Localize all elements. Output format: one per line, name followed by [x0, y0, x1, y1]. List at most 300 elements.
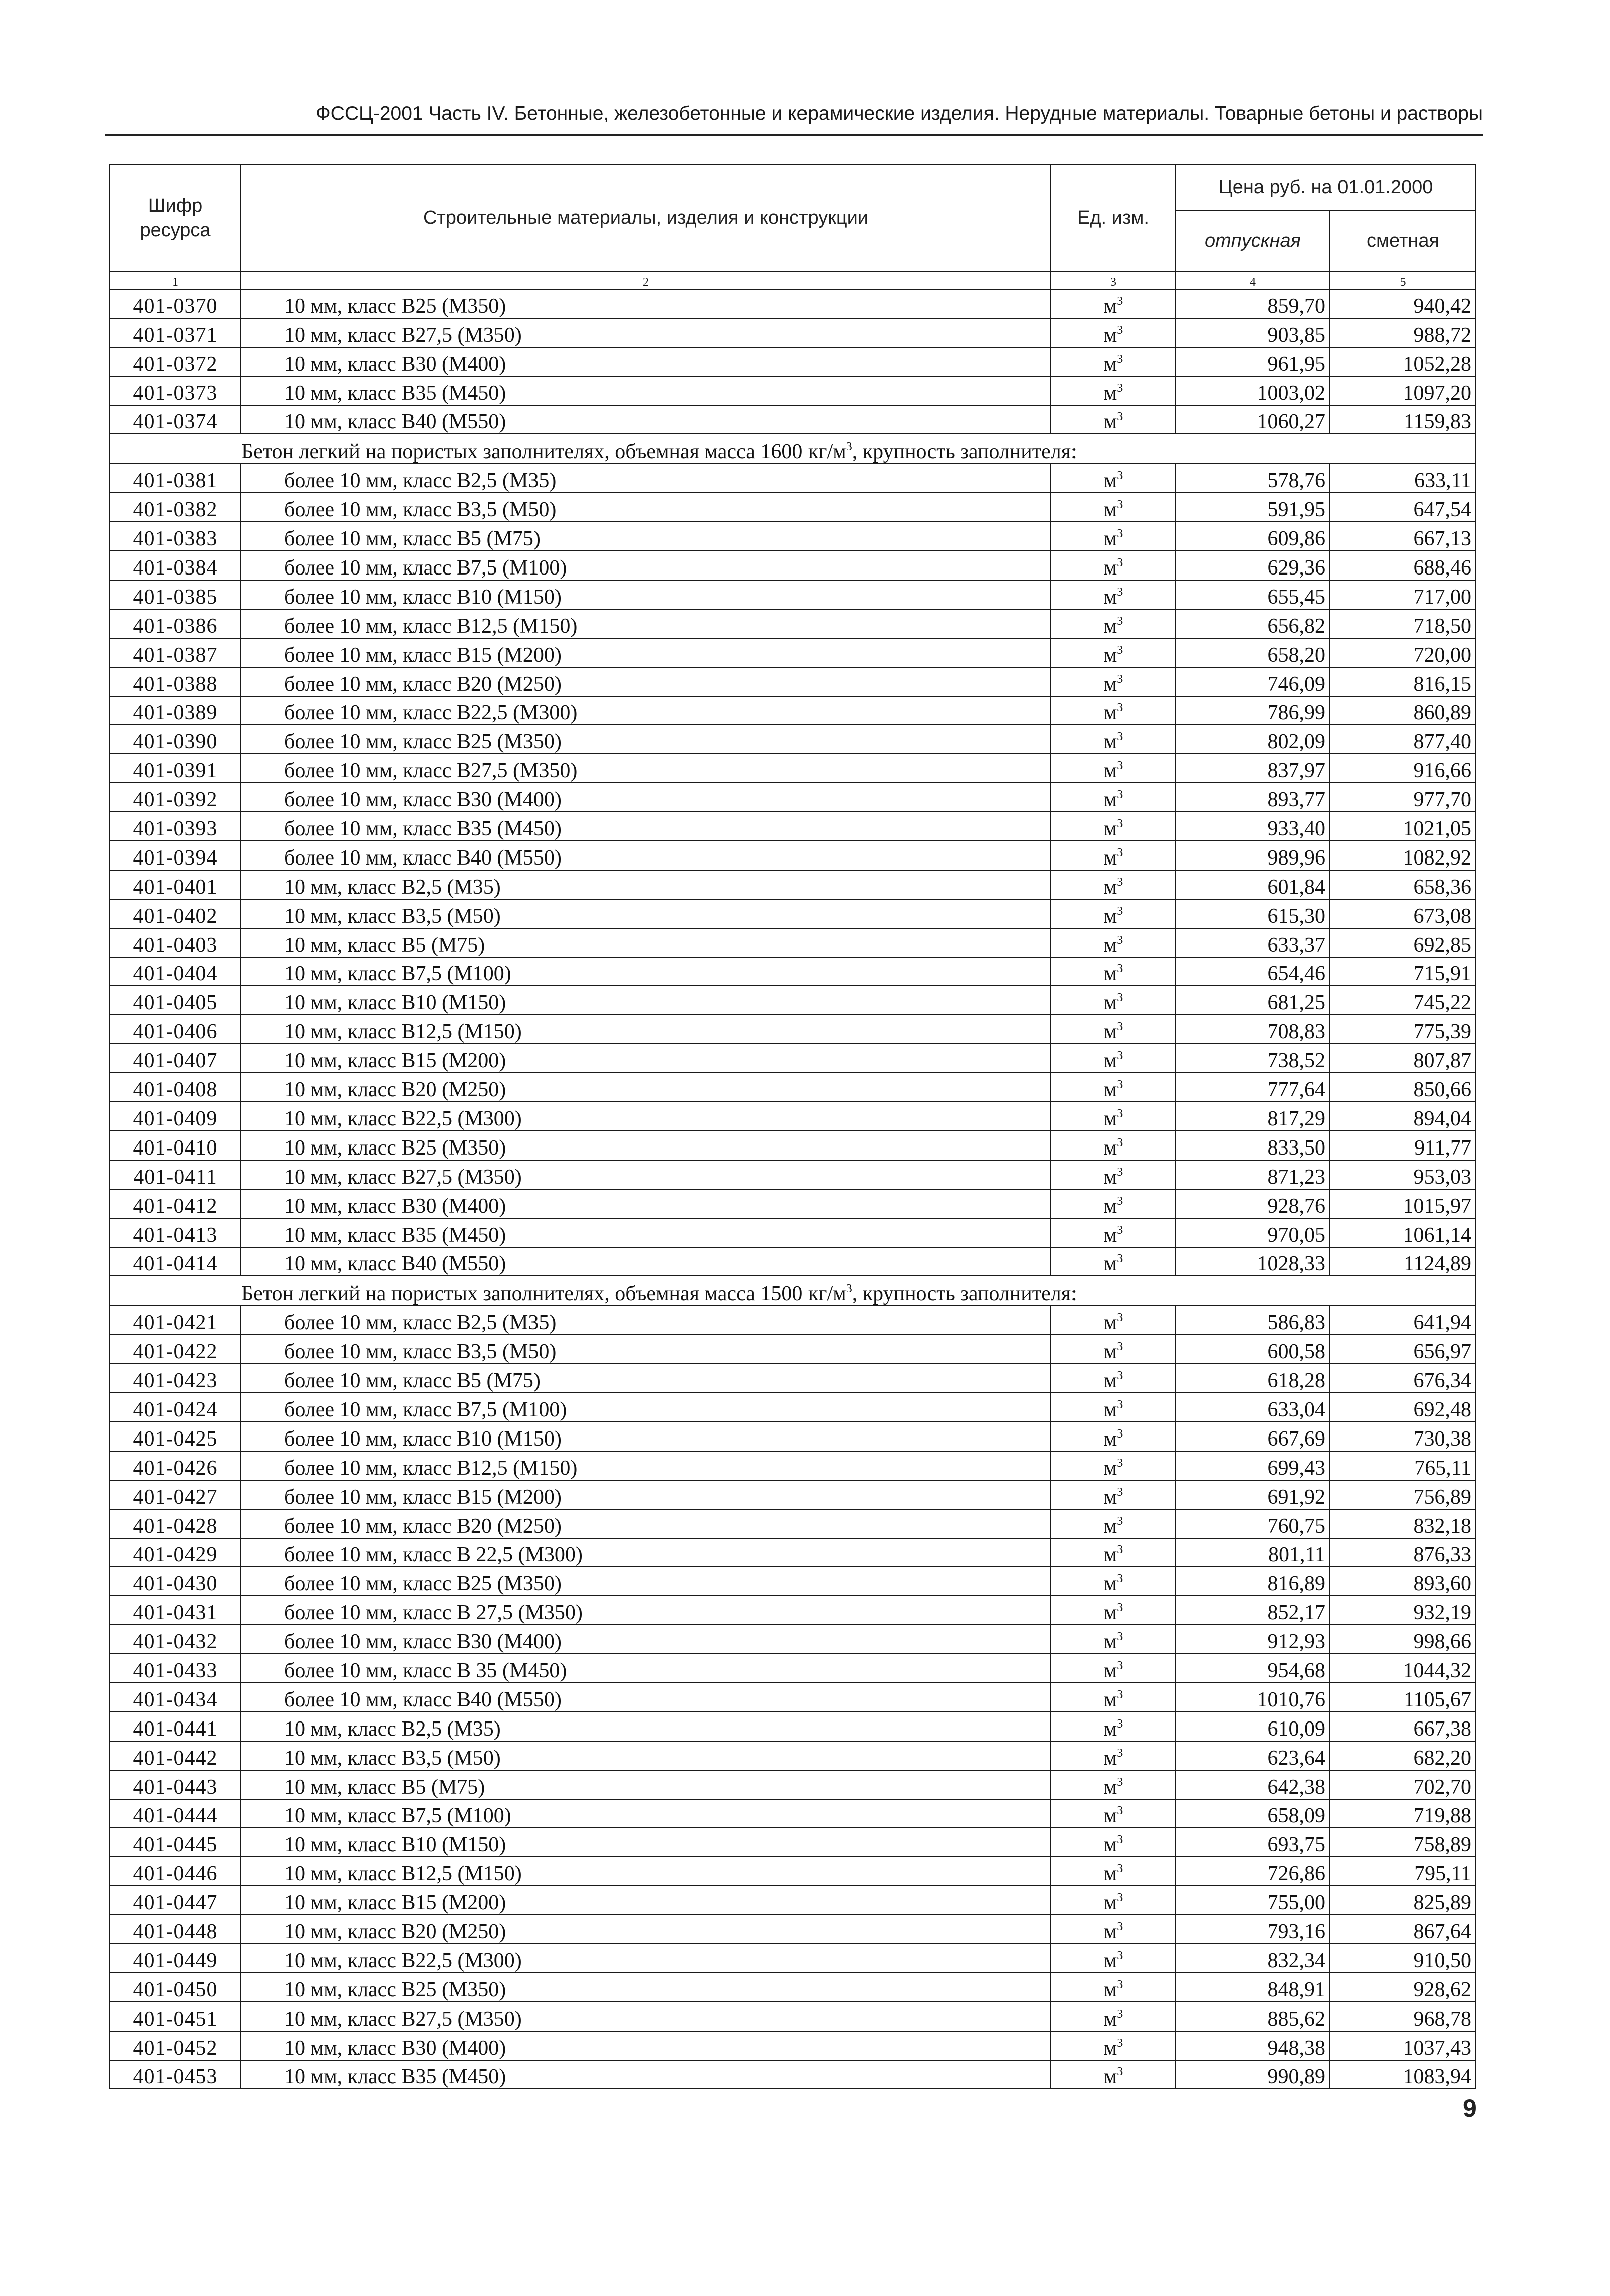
- table-row: [110, 2060, 1476, 2089]
- estimate-price-cell: 877,40: [1330, 725, 1476, 754]
- unit-exponent: 3: [1117, 875, 1123, 889]
- unit-exponent: 3: [1117, 1311, 1123, 1325]
- unit-cell: [1050, 1102, 1176, 1131]
- estimate-price-cell: 633,11: [1330, 464, 1476, 493]
- unit-cell: [1050, 493, 1176, 522]
- release-price-cell: 871,23: [1176, 1160, 1330, 1189]
- table-row: [110, 609, 1476, 638]
- resource-code-cell: 401-0427: [110, 1480, 241, 1509]
- resource-code-cell: 401-0429: [110, 1538, 241, 1567]
- material-name-cell: 10 мм, класс В2,5 (М35): [241, 870, 1050, 899]
- table-row: [110, 1073, 1476, 1102]
- resource-code-cell: 401-0432: [110, 1625, 241, 1654]
- release-price-cell: 989,96: [1176, 841, 1330, 870]
- material-name-cell: более 10 мм, класс В40 (М550): [241, 841, 1050, 870]
- release-price-cell: 970,05: [1176, 1218, 1330, 1247]
- release-price-cell: 681,25: [1176, 986, 1330, 1015]
- unit-cell: [1050, 580, 1176, 609]
- estimate-price-cell: 1052,28: [1330, 347, 1476, 376]
- resource-code-cell: 401-0409: [110, 1102, 241, 1131]
- estimate-price-cell: 1105,67: [1330, 1683, 1476, 1712]
- release-price-cell: 633,04: [1176, 1393, 1330, 1422]
- material-name-cell: более 10 мм, класс В20 (М250): [241, 1509, 1050, 1538]
- material-name-cell: 10 мм, класс В35 (М450): [241, 2060, 1050, 2089]
- estimate-price-cell: 1037,43: [1330, 2031, 1476, 2060]
- release-price-cell: 656,82: [1176, 609, 1330, 638]
- unit-exponent: 3: [1117, 759, 1123, 773]
- table-row: [110, 1131, 1476, 1160]
- table-row: [110, 347, 1476, 376]
- unit-cell: [1050, 1335, 1176, 1364]
- unit-cell: [1050, 2002, 1176, 2031]
- table-row: [110, 1683, 1476, 1712]
- unit-exponent: 3: [1117, 1659, 1123, 1672]
- resource-code-cell: 401-0393: [110, 812, 241, 841]
- section-title-exponent: 3: [846, 440, 852, 454]
- table-row: [110, 812, 1476, 841]
- resource-code-cell: 401-0446: [110, 1857, 241, 1886]
- column-number: 5: [1330, 272, 1476, 289]
- unit-cell: [1050, 1973, 1176, 2002]
- resource-code-cell: 401-0444: [110, 1799, 241, 1828]
- section-title-row: [110, 434, 1476, 464]
- estimate-price-cell: 1015,97: [1330, 1189, 1476, 1218]
- unit-exponent: 3: [1117, 643, 1123, 657]
- unit-text: м: [1103, 1398, 1117, 1421]
- material-name-cell: 10 мм, класс В25 (М350): [241, 1131, 1050, 1160]
- resource-code-cell: 401-0405: [110, 986, 241, 1015]
- material-name-cell: 10 мм, класс В25 (М350): [241, 1973, 1050, 2002]
- unit-text: м: [1103, 294, 1117, 318]
- release-price-cell: 760,75: [1176, 1509, 1330, 1538]
- section-title-suffix: , крупность заполнителя:: [852, 440, 1077, 464]
- unit-text: м: [1103, 1978, 1117, 2001]
- unit-exponent: 3: [1117, 1020, 1123, 1034]
- material-name-cell: более 10 мм, класс В 27,5 (М350): [241, 1596, 1050, 1625]
- table-row: [110, 289, 1476, 318]
- unit-cell: [1050, 1741, 1176, 1770]
- material-name-cell: более 10 мм, класс В 22,5 (М300): [241, 1538, 1050, 1567]
- unit-text: м: [1103, 1223, 1117, 1247]
- resource-code-cell: 401-0431: [110, 1596, 241, 1625]
- estimate-price-cell: 876,33: [1330, 1538, 1476, 1567]
- unit-exponent: 3: [1117, 1078, 1123, 1092]
- unit-cell: [1050, 1451, 1176, 1480]
- material-name-cell: 10 мм, класс В5 (М75): [241, 928, 1050, 957]
- unit-exponent: 3: [1117, 1049, 1123, 1063]
- column-number: 4: [1176, 272, 1330, 289]
- estimate-price-cell: 667,38: [1330, 1712, 1476, 1741]
- material-name-cell: более 10 мм, класс В15 (М200): [241, 1480, 1050, 1509]
- resource-code-cell: 401-0372: [110, 347, 241, 376]
- unit-exponent: 3: [1117, 730, 1123, 744]
- table-row: [110, 1393, 1476, 1422]
- unit-text: м: [1103, 1194, 1117, 1218]
- unit-text: м: [1103, 1369, 1117, 1393]
- table-row: [110, 1596, 1476, 1625]
- unit-cell: [1050, 1044, 1176, 1073]
- resource-code-cell: 401-0382: [110, 493, 241, 522]
- unit-exponent: 3: [1117, 1398, 1123, 1411]
- unit-text: м: [1103, 788, 1117, 812]
- material-name-cell: более 10 мм, класс В30 (М400): [241, 1625, 1050, 1654]
- resource-code-cell: 401-0450: [110, 1973, 241, 2002]
- unit-cell: [1050, 754, 1176, 783]
- unit-exponent: 3: [1117, 2065, 1123, 2079]
- estimate-price-cell: 720,00: [1330, 638, 1476, 667]
- material-name-cell: 10 мм, класс В3,5 (М50): [241, 899, 1050, 928]
- unit-exponent: 3: [1117, 469, 1123, 483]
- material-name-cell: более 10 мм, класс В12,5 (М150): [241, 1451, 1050, 1480]
- table-row: [110, 1247, 1476, 1276]
- resource-code-cell: 401-0448: [110, 1915, 241, 1944]
- unit-exponent: 3: [1117, 1920, 1123, 1933]
- resource-code-cell: 401-0401: [110, 870, 241, 899]
- table-row: [110, 1480, 1476, 1509]
- release-price-cell: 708,83: [1176, 1015, 1330, 1044]
- resource-code-cell: 401-0373: [110, 376, 241, 405]
- material-name-cell: 10 мм, класс В22,5 (М300): [241, 1944, 1050, 1973]
- unit-text: м: [1103, 410, 1117, 434]
- estimate-price-cell: 916,66: [1330, 754, 1476, 783]
- unit-text: м: [1103, 1427, 1117, 1451]
- col-header-name: Строительные материалы, изделия и конструкции: [241, 165, 1050, 272]
- unit-cell: [1050, 638, 1176, 667]
- unit-text: м: [1103, 2065, 1117, 2089]
- unit-cell: [1050, 1247, 1176, 1276]
- release-price-cell: 615,30: [1176, 899, 1330, 928]
- material-name-cell: более 10 мм, класс В5 (М75): [241, 1364, 1050, 1393]
- estimate-price-cell: 1082,92: [1330, 841, 1476, 870]
- table-row: [110, 870, 1476, 899]
- price-table: [109, 164, 1476, 2089]
- resource-code-cell: 401-0392: [110, 783, 241, 812]
- unit-exponent: 3: [1117, 962, 1123, 976]
- material-name-cell: более 10 мм, класс В27,5 (М350): [241, 754, 1050, 783]
- unit-text: м: [1103, 1920, 1117, 1943]
- unit-text: м: [1103, 1659, 1117, 1682]
- unit-text: м: [1103, 643, 1117, 667]
- table-row: [110, 1306, 1476, 1335]
- material-name-cell: 10 мм, класс В5 (М75): [241, 1770, 1050, 1799]
- estimate-price-cell: 832,18: [1330, 1509, 1476, 1538]
- resource-code-cell: 401-0430: [110, 1567, 241, 1596]
- resource-code-cell: 401-0387: [110, 638, 241, 667]
- unit-text: м: [1103, 1630, 1117, 1654]
- section-title-text: Бетон легкий на пористых заполнителях, объемная масса 1600 кг/м: [241, 440, 846, 464]
- table-row: [110, 1828, 1476, 1857]
- unit-cell: [1050, 318, 1176, 347]
- estimate-price-cell: 1021,05: [1330, 812, 1476, 841]
- table-row: [110, 957, 1476, 986]
- estimate-price-cell: 910,50: [1330, 1944, 1476, 1973]
- unit-exponent: 3: [1117, 1369, 1123, 1383]
- estimate-price-cell: 717,00: [1330, 580, 1476, 609]
- table-row: [110, 928, 1476, 957]
- estimate-price-cell: 692,85: [1330, 928, 1476, 957]
- table-row: [110, 1364, 1476, 1393]
- unit-exponent: 3: [1117, 1601, 1123, 1615]
- table-row: [110, 725, 1476, 754]
- unit-cell: [1050, 986, 1176, 1015]
- unit-cell: [1050, 812, 1176, 841]
- unit-cell: [1050, 1015, 1176, 1044]
- table-head: [110, 165, 1476, 289]
- unit-exponent: 3: [1117, 1804, 1123, 1818]
- release-price-cell: 817,29: [1176, 1102, 1330, 1131]
- table-row: [110, 1741, 1476, 1770]
- unit-text: м: [1103, 1688, 1117, 1711]
- unit-text: м: [1103, 352, 1117, 376]
- release-price-cell: 954,68: [1176, 1654, 1330, 1683]
- table-row: [110, 2002, 1476, 2031]
- unit-text: м: [1103, 556, 1117, 580]
- resource-code-cell: 401-0411: [110, 1160, 241, 1189]
- material-name-cell: более 10 мм, класс В10 (М150): [241, 580, 1050, 609]
- unit-exponent: 3: [1117, 701, 1123, 715]
- table-row: [110, 405, 1476, 434]
- unit-exponent: 3: [1117, 1978, 1123, 1991]
- unit-text: м: [1103, 1514, 1117, 1538]
- estimate-price-cell: 894,04: [1330, 1102, 1476, 1131]
- estimate-price-cell: 1124,89: [1330, 1247, 1476, 1276]
- col-header-price-group: Цена руб. на 01.01.2000: [1176, 165, 1476, 211]
- release-price-cell: 591,95: [1176, 493, 1330, 522]
- header-rule: [105, 134, 1483, 136]
- release-price-cell: 833,50: [1176, 1131, 1330, 1160]
- resource-code-cell: 401-0421: [110, 1306, 241, 1335]
- material-name-cell: более 10 мм, класс В7,5 (М100): [241, 551, 1050, 580]
- table-row: [110, 1160, 1476, 1189]
- release-price-cell: 600,58: [1176, 1335, 1330, 1364]
- estimate-price-cell: 688,46: [1330, 551, 1476, 580]
- table-row: [110, 1335, 1476, 1364]
- resource-code-cell: 401-0408: [110, 1073, 241, 1102]
- unit-cell: [1050, 1857, 1176, 1886]
- unit-cell: [1050, 1712, 1176, 1741]
- unit-cell: [1050, 1770, 1176, 1799]
- table-row: [110, 1857, 1476, 1886]
- unit-text: м: [1103, 1804, 1117, 1828]
- unit-cell: [1050, 1422, 1176, 1451]
- unit-text: м: [1103, 1456, 1117, 1480]
- estimate-price-cell: 932,19: [1330, 1596, 1476, 1625]
- estimate-price-cell: 667,13: [1330, 522, 1476, 551]
- material-name-cell: более 10 мм, класс В 35 (М450): [241, 1654, 1050, 1683]
- unit-exponent: 3: [1117, 1485, 1123, 1499]
- unit-text: м: [1103, 323, 1117, 347]
- release-price-cell: 928,76: [1176, 1189, 1330, 1218]
- unit-text: м: [1103, 1949, 1117, 1972]
- unit-text: м: [1103, 469, 1117, 493]
- unit-cell: [1050, 725, 1176, 754]
- estimate-price-cell: 816,15: [1330, 667, 1476, 696]
- release-price-cell: 633,37: [1176, 928, 1330, 957]
- unit-cell: [1050, 2060, 1176, 2089]
- release-price-cell: 699,43: [1176, 1451, 1330, 1480]
- estimate-price-cell: 758,89: [1330, 1828, 1476, 1857]
- resource-code-cell: 401-0390: [110, 725, 241, 754]
- material-name-cell: 10 мм, класс В30 (М400): [241, 347, 1050, 376]
- unit-exponent: 3: [1117, 410, 1123, 424]
- section-title-text: Бетон легкий на пористых заполнителях, объемная масса 1500 кг/м: [241, 1282, 846, 1306]
- unit-text: м: [1103, 1049, 1117, 1073]
- material-name-cell: более 10 мм, класс В35 (М450): [241, 812, 1050, 841]
- unit-exponent: 3: [1117, 381, 1123, 395]
- unit-exponent: 3: [1117, 1194, 1123, 1208]
- resource-code-cell: 401-0374: [110, 405, 241, 434]
- unit-exponent: 3: [1117, 2036, 1123, 2050]
- resource-code-cell: 401-0428: [110, 1509, 241, 1538]
- estimate-price-cell: 940,42: [1330, 289, 1476, 318]
- estimate-price-cell: 756,89: [1330, 1480, 1476, 1509]
- resource-code-cell: 401-0441: [110, 1712, 241, 1741]
- unit-exponent: 3: [1117, 1252, 1123, 1266]
- unit-exponent: 3: [1117, 2007, 1123, 2021]
- release-price-cell: 786,99: [1176, 696, 1330, 725]
- estimate-price-cell: 715,91: [1330, 957, 1476, 986]
- table-row: [110, 1189, 1476, 1218]
- unit-cell: [1050, 1306, 1176, 1335]
- unit-text: м: [1103, 527, 1117, 551]
- release-price-cell: 623,64: [1176, 1741, 1330, 1770]
- material-name-cell: более 10 мм, класс В30 (М400): [241, 783, 1050, 812]
- release-price-cell: 601,84: [1176, 870, 1330, 899]
- table-row: [110, 638, 1476, 667]
- col-header-release: отпускная: [1176, 211, 1330, 272]
- table-row: [110, 1973, 1476, 2002]
- release-price-cell: 990,89: [1176, 2060, 1330, 2089]
- col-header-code: Шифр ресурса: [110, 165, 241, 272]
- unit-cell: [1050, 522, 1176, 551]
- unit-text: м: [1103, 614, 1117, 638]
- estimate-price-cell: 1097,20: [1330, 376, 1476, 405]
- material-name-cell: 10 мм, класс В7,5 (М100): [241, 957, 1050, 986]
- release-price-cell: 1060,27: [1176, 405, 1330, 434]
- unit-exponent: 3: [1117, 1572, 1123, 1586]
- resource-code-cell: 401-0388: [110, 667, 241, 696]
- resource-code-cell: 401-0383: [110, 522, 241, 551]
- unit-cell: [1050, 841, 1176, 870]
- table-row: [110, 1538, 1476, 1567]
- unit-text: м: [1103, 1340, 1117, 1364]
- unit-text: м: [1103, 1833, 1117, 1857]
- release-price-cell: 1010,76: [1176, 1683, 1330, 1712]
- table-row: [110, 2031, 1476, 2060]
- table-row: [110, 986, 1476, 1015]
- estimate-price-cell: 825,89: [1330, 1886, 1476, 1915]
- unit-text: м: [1103, 759, 1117, 783]
- release-price-cell: 1003,02: [1176, 376, 1330, 405]
- resource-code-cell: 401-0389: [110, 696, 241, 725]
- resource-code-cell: 401-0449: [110, 1944, 241, 1973]
- unit-cell: [1050, 1480, 1176, 1509]
- unit-cell: [1050, 696, 1176, 725]
- table-row: [110, 318, 1476, 347]
- table-row: [110, 551, 1476, 580]
- resource-code-cell: 401-0451: [110, 2002, 241, 2031]
- resource-code-cell: 401-0422: [110, 1335, 241, 1364]
- table-row: [110, 464, 1476, 493]
- table-row: [110, 1625, 1476, 1654]
- unit-cell: [1050, 1625, 1176, 1654]
- unit-exponent: 3: [1117, 1543, 1123, 1557]
- material-name-cell: 10 мм, класс В3,5 (М50): [241, 1741, 1050, 1770]
- unit-exponent: 3: [1117, 1746, 1123, 1760]
- release-price-cell: 655,45: [1176, 580, 1330, 609]
- unit-text: м: [1103, 1891, 1117, 1915]
- release-price-cell: 933,40: [1176, 812, 1330, 841]
- unit-text: м: [1103, 1572, 1117, 1596]
- material-name-cell: более 10 мм, класс В7,5 (М100): [241, 1393, 1050, 1422]
- material-name-cell: 10 мм, класс В20 (М250): [241, 1915, 1050, 1944]
- table-row: [110, 1915, 1476, 1944]
- unit-cell: [1050, 1218, 1176, 1247]
- resource-code-cell: 401-0403: [110, 928, 241, 957]
- release-price-cell: 837,97: [1176, 754, 1330, 783]
- resource-code-cell: 401-0424: [110, 1393, 241, 1422]
- column-number: 3: [1050, 272, 1176, 289]
- estimate-price-cell: 641,94: [1330, 1306, 1476, 1335]
- unit-exponent: 3: [1117, 991, 1123, 1005]
- unit-cell: [1050, 551, 1176, 580]
- estimate-price-cell: 893,60: [1330, 1567, 1476, 1596]
- material-name-cell: более 10 мм, класс В2,5 (М35): [241, 1306, 1050, 1335]
- unit-cell: [1050, 289, 1176, 318]
- resource-code-cell: 401-0425: [110, 1422, 241, 1451]
- unit-exponent: 3: [1117, 1949, 1123, 1962]
- unit-text: м: [1103, 1078, 1117, 1102]
- estimate-price-cell: 911,77: [1330, 1131, 1476, 1160]
- estimate-price-cell: 795,11: [1330, 1857, 1476, 1886]
- unit-exponent: 3: [1117, 1165, 1123, 1179]
- release-price-cell: 586,83: [1176, 1306, 1330, 1335]
- section-title-suffix: , крупность заполнителя:: [852, 1282, 1077, 1306]
- material-name-cell: 10 мм, класс В20 (М250): [241, 1073, 1050, 1102]
- unit-exponent: 3: [1117, 498, 1123, 512]
- resource-code-cell: 401-0423: [110, 1364, 241, 1393]
- release-price-cell: 912,93: [1176, 1625, 1330, 1654]
- unit-exponent: 3: [1117, 323, 1123, 337]
- material-name-cell: 10 мм, класс В30 (М400): [241, 1189, 1050, 1218]
- table-row: [110, 580, 1476, 609]
- release-price-cell: 610,09: [1176, 1712, 1330, 1741]
- material-name-cell: 10 мм, класс В27,5 (М350): [241, 2002, 1050, 2031]
- resource-code-cell: 401-0391: [110, 754, 241, 783]
- resource-code-cell: 401-0406: [110, 1015, 241, 1044]
- unit-cell: [1050, 870, 1176, 899]
- table-row: [110, 754, 1476, 783]
- unit-exponent: 3: [1117, 1891, 1123, 1905]
- estimate-price-cell: 730,38: [1330, 1422, 1476, 1451]
- resource-code-cell: 401-0453: [110, 2060, 241, 2089]
- table-row: [110, 783, 1476, 812]
- unit-cell: [1050, 1944, 1176, 1973]
- unit-cell: [1050, 928, 1176, 957]
- estimate-price-cell: 718,50: [1330, 609, 1476, 638]
- resource-code-cell: 401-0413: [110, 1218, 241, 1247]
- release-price-cell: 859,70: [1176, 289, 1330, 318]
- unit-exponent: 3: [1117, 294, 1123, 308]
- estimate-price-cell: 807,87: [1330, 1044, 1476, 1073]
- unit-text: м: [1103, 1165, 1117, 1189]
- resource-code-cell: 401-0443: [110, 1770, 241, 1799]
- resource-code-cell: 401-0445: [110, 1828, 241, 1857]
- unit-exponent: 3: [1117, 1427, 1123, 1441]
- table-row: [110, 493, 1476, 522]
- unit-cell: [1050, 464, 1176, 493]
- unit-text: м: [1103, 1485, 1117, 1509]
